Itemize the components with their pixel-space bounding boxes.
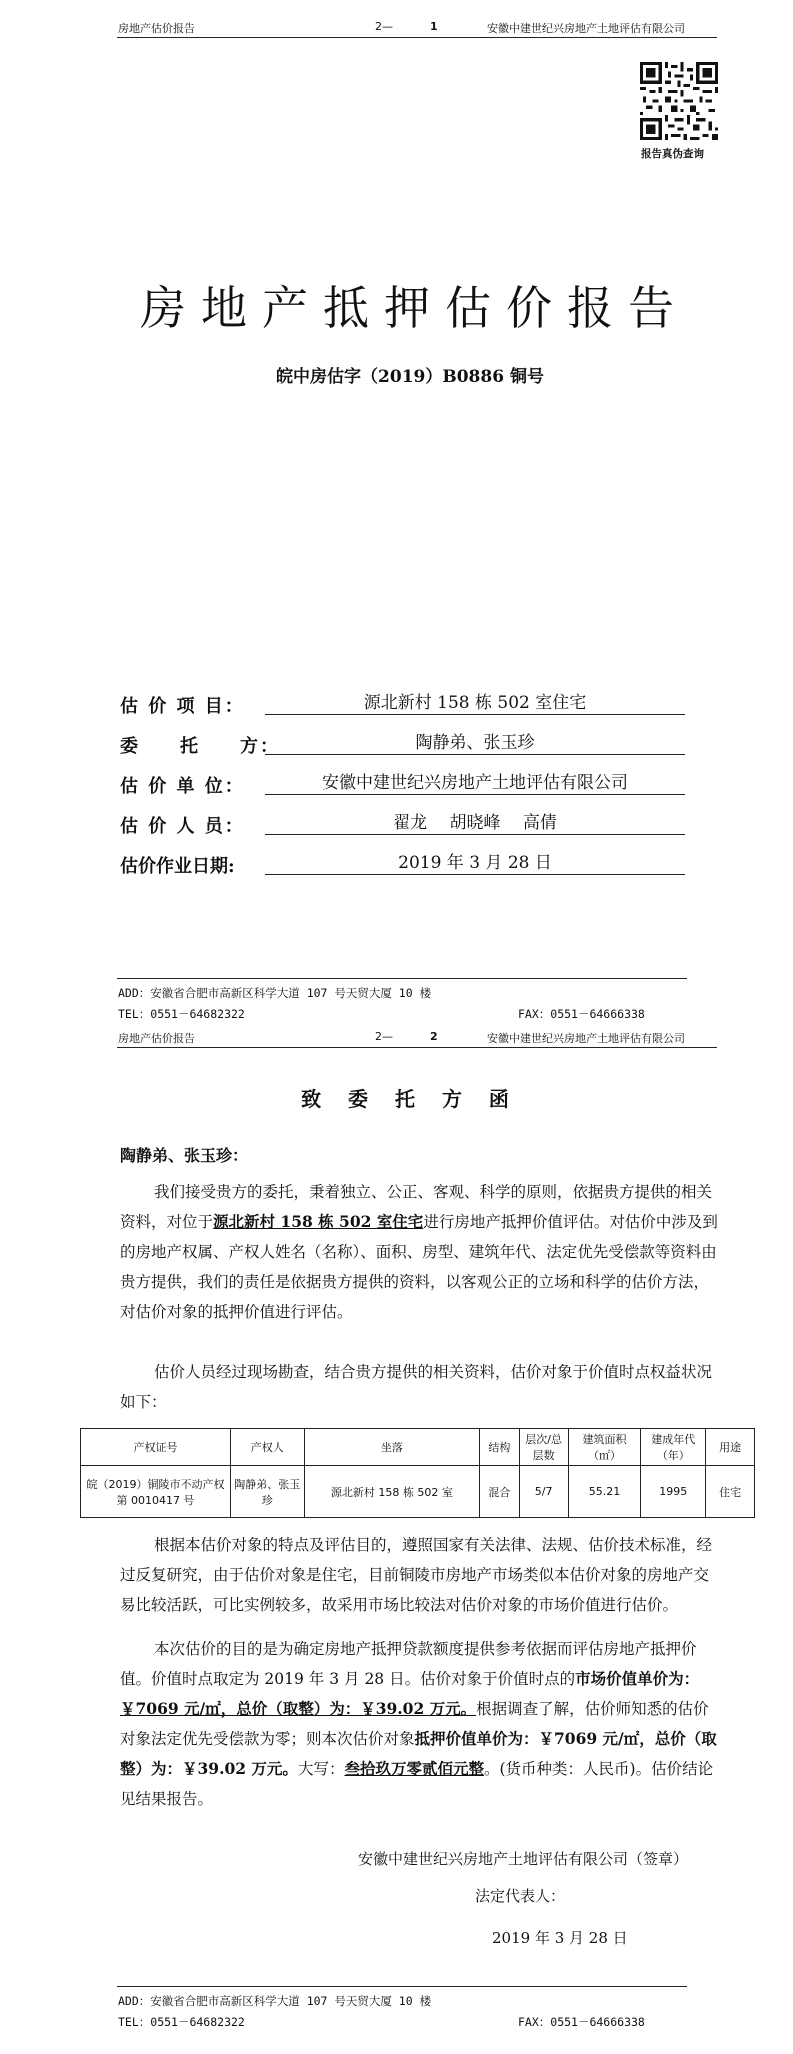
page2-footer-rule (117, 1986, 687, 1987)
page2-header-rule (117, 1047, 717, 1048)
table-row (81, 1466, 755, 1518)
market-value-label: 市场价值单价为： (575, 1669, 700, 1688)
signature-company: 安徽中建世纪兴房地产土地评估有限公司（签章） (358, 1850, 689, 1868)
letter-paragraph-3: 根据本估价对象的特点及评估目的，遵照国家有关法律、法规、估价技术标准，经过反复研究，由于估价对象是住宅，目前铜陵市房地产市场类似本估价对象的房地产交易比较活跃，可比实例较多，故采用市场比较法对估价对象的市场价值进行估价。 (120, 1536, 713, 1614)
amount-in-words: 叁拾玖万零贰佰元整 (344, 1759, 484, 1778)
field-label: 估 价 项 目： (120, 696, 245, 717)
page2-header-left: 房地产估价报告 (118, 1032, 195, 1045)
column-header: 结构 (480, 1429, 519, 1466)
field-label: 委 托 方： (120, 736, 280, 757)
letter-addressee: 陶静弟、张玉珍： (120, 1146, 249, 1165)
property-address: 源北新村 158 栋 502 室住宅 (213, 1212, 424, 1231)
letter-paragraph-2: 估价人员经过现场勘查，结合贵方提供的相关资料，估价对象于价值时点权益状况如下： (120, 1363, 713, 1411)
field-label: 估 价 单 位： (120, 776, 245, 797)
column-header: 层次/总层数 (519, 1429, 568, 1466)
table-cell: 55.21 (568, 1466, 641, 1518)
table-cell: 陶静弟、张玉珍 (230, 1466, 304, 1518)
letter-paragraph-1: 我们接受贵方的委托，秉着独立、公正、客观、科学的原则，依据贵方提供的相关资料，对位于源北新村 158 栋 502 室住宅进行房地产抵押价值评估。对估价中涉及到的房地产权属、产权人姓名（名称）、面积、房型、建筑年代、法定优先受偿款等资料由贵方提供，我们的责任是依据贵方提供的资料，以客观公正的立场和科学的估价方法，对估价对象的抵押价值进行评估。 (120, 1183, 718, 1321)
page2-header-page-num: 2 (430, 1030, 438, 1043)
page1-footer-fax: FAX：0551－64666338 (518, 1007, 645, 1021)
field-value: 安徽中建世纪兴房地产土地评估有限公司 (265, 772, 685, 795)
page2-header-right: 安徽中建世纪兴房地产土地评估有限公司 (487, 1032, 685, 1045)
page1-header-right: 安徽中建世纪兴房地产土地评估有限公司 (487, 22, 685, 35)
table-cell: 5/7 (519, 1466, 568, 1518)
column-header: 产权证号 (81, 1429, 231, 1466)
page1-footer-tel: TEL：0551－64682322 (118, 1007, 245, 1021)
table-cell: 源北新村 158 栋 502 室 (304, 1466, 480, 1518)
mortgage-value: 抵押价值单价为：￥7069 元/㎡，总价（取整）为：￥39.02 万元。 (120, 1729, 717, 1778)
table-cell: 1995 (641, 1466, 706, 1518)
column-header: 产权人 (230, 1429, 304, 1466)
page1-header-page: 2— (375, 20, 393, 33)
column-header: 坐落 (304, 1429, 480, 1466)
page1-header-rule (117, 37, 717, 38)
market-value: ￥7069 元/㎡，总价（取整）为：￥39.02 万元。 (120, 1699, 477, 1718)
field-label: 估 价 人 员： (120, 816, 245, 837)
qr-caption: 报告真伪查询 (641, 148, 704, 160)
field-value: 源北新村 158 栋 502 室住宅 (265, 692, 685, 715)
qr-code-icon[interactable] (640, 62, 718, 140)
page1-footer-address: ADD：安徽省合肥市高新区科学大道 107 号天贸大厦 10 楼 (118, 986, 432, 1000)
page1-footer-rule (117, 978, 687, 979)
page2-header-page: 2— (375, 1030, 393, 1043)
field-label: 估价作业日期: (120, 856, 235, 877)
column-header: 用途 (706, 1429, 755, 1466)
property-table (80, 1428, 755, 1518)
column-header: 建成年代（年） (641, 1429, 706, 1466)
table-header-row (81, 1429, 755, 1466)
page2-footer-tel: TEL：0551－64682322 (118, 2015, 245, 2029)
table-cell: 混合 (480, 1466, 519, 1518)
page2-footer-address: ADD：安徽省合肥市高新区科学大道 107 号天贸大厦 10 楼 (118, 1994, 432, 2008)
page1-header-page-num: 1 (430, 20, 438, 33)
report-number: 皖中房估字（2019）B0886 铜号 (276, 367, 544, 387)
report-title: 房地产抵押估价报告 (140, 281, 689, 335)
letter-title: 致 委 托 方 函 (301, 1087, 519, 1111)
column-header: 建筑面积（㎡） (568, 1429, 641, 1466)
field-value: 陶静弟、张玉珍 (265, 732, 685, 755)
signature-representative: 法定代表人： (475, 1887, 566, 1905)
page1-header-left: 房地产估价报告 (118, 22, 195, 35)
table-cell: 皖（2019）铜陵市不动产权第 0010417 号 (81, 1466, 231, 1518)
field-value: 翟龙 胡晓峰 高倩 (265, 812, 685, 835)
page2-footer-fax: FAX：0551－64666338 (518, 2015, 645, 2029)
table-cell: 住宅 (706, 1466, 755, 1518)
letter-paragraph-4: 本次估价的目的是为确定房地产抵押贷款额度提供参考依据而评估房地产抵押价值。价值时点取定为 2019 年 3 月 28 日。估价对象于价值时点的市场价值单价为：￥7069 元/㎡，总价（取整）为：￥39.02 万元。根据调查了解，估价师知悉的估价对象法定优先受偿款为零；则本次估价对象抵押价值单价为：￥7069 元/㎡，总价（取整）为：￥39.02 万元。大写：叁拾玖万零贰佰元整。(货币种类：人民币)。估价结论见结果报告。 (120, 1640, 717, 1808)
field-value: 2019 年 3 月 28 日 (265, 852, 685, 875)
signature-date: 2019 年 3 月 28 日 (492, 1929, 628, 1947)
